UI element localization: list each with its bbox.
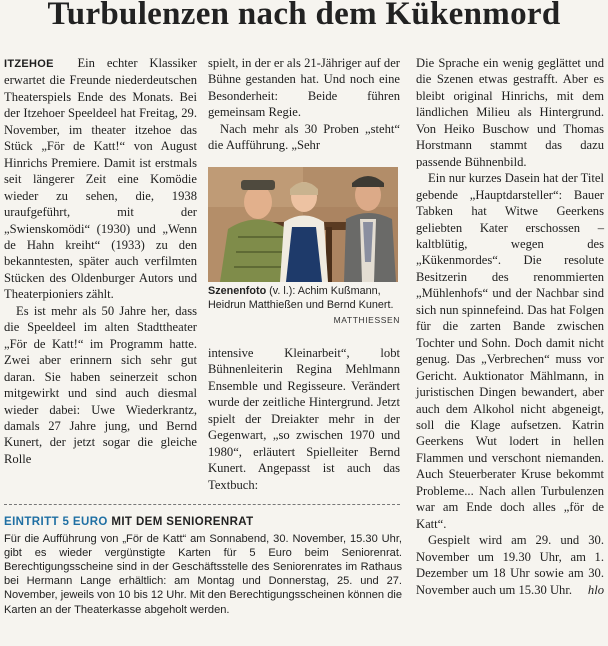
paragraph: Es ist mehr als 50 Jahre her, dass die Speeldeel im alten Stadttheater „För de Katt!“ im Programm hatte. Zwei aber erinnern sich sehr gut daran. Sie haben seinerzeit schon mitgewirkt und sind auch diesmal wieder dabei: Uwe Wiederkrantz, damals 27 Jahre jung, und Bernd Kunert, der jetzt sogar die gleiche Rolle xyxy=(4,303,197,466)
author-initials: hlo xyxy=(587,582,604,597)
info-heading-rest: MIT DEM SENIORENRAT xyxy=(107,516,254,528)
article-column-2-top xyxy=(208,55,400,154)
photo-caption xyxy=(208,285,400,328)
paragraph xyxy=(4,55,197,303)
scene-photo xyxy=(208,167,398,282)
scene-photo-illustration xyxy=(208,167,398,282)
info-box-divider xyxy=(4,504,400,505)
paragraph: intensive Kleinarbeit“, lobt Bühnenleiterin Regina Mehlmann Ensemble und Regisseure. Verändert wurde der zeitliche Hintergrund. Jetzt spielt der Dreiakter mehr in der Gegenwart, „so zwischen 1970 und 1980“, erläutert Spielleiter Bernd Kunert. Angepasst ist auch das Textbuch: xyxy=(208,346,400,492)
paragraph-text: Ein echter Klassiker erwartet die Freunde niederdeutschen Theaterspiels Ende des Monats. Bei der Itzehoer Speeldeel hat Freitag, 29. November, im theater itzehoe das Stück „För de Katt!“ von August Hinrichs Premiere. Damit ist erstmals seit längerer Zeit eine Komödie wieder zu sehen, die, 1938 uraufgeführt, mit der „Swienskomödi“ (1930) und „Wenn de Hahn kreiht“ (1933) zu den bekanntesten, später auch verfilmten Stücken des Oldenburger Autors und Theaterpioniers zählt. xyxy=(4,56,197,302)
photo-credit: MATTHIESSEN xyxy=(333,315,400,325)
caption-lead: Szenenfoto xyxy=(208,285,267,297)
article-column-2-bottom xyxy=(208,345,400,493)
paragraph xyxy=(416,532,604,598)
dateline: ITZEHOE xyxy=(4,58,54,70)
info-box-body: Für die Aufführung von „För de Katt“ am Sonnabend, 30. November, 15.30 Uhr, gibt es wieder vergünstigte Karten für 5 Euro beim Seniorenrat. Berechtigungsscheine sind in der Geschäftsstelle des Seniorenrates im Rathaus bei Hermann Lange erhältlich: am Montag und Donnerstag, 25. und 27. November, jeweils von 10 bis 12 Uhr. Mit den Berechtigungsscheinen können die Karten an der Theaterkasse abgeholt werden. xyxy=(4,533,402,616)
article-column-3 xyxy=(416,55,604,598)
headline: Turbulenzen nach dem Kükenmord xyxy=(47,0,561,32)
info-heading-accent: EINTRITT 5 EURO xyxy=(4,516,108,528)
paragraph: spielt, in der er als 21-Jähriger auf der Bühne gestanden hat. Und noch eine Besonderheit: Beide führen gemeinsam Regie. xyxy=(208,56,400,120)
info-box-heading xyxy=(4,515,402,529)
paragraph-text: Gespielt wird am 29. und 30. November um 19.30 Uhr, am 1. Dezember um 18 Uhr sowie am 30. November auch um 15.30 Uhr. xyxy=(416,533,604,597)
paragraph: Ein nur kurzes Dasein hat der Titel gebende „Hauptdarsteller“: Bauer Tabken hat Witwe Geerkens geliebten Kater erschossen – kaltblütig, wegen des „Kükenmordes“. Die resolute Besitzerin des renommierten „Mühlenhofs“ und der Nachbar sind sich nun spinnefeind. Das hat Folgen für die zarten Bande zwischen Tochter und Sohn. Doch damit nicht genug. Das „Verbrechen“ muss vor Gericht. Auktionator Mählmann, in juristischen Dingen bewandert, aber auch dem Alkohol nicht abgeneigt, soll die Klage aufsetzen. Katrin Geerkens Wut lodert in hellen Flammen und verschont niemanden. Auch Steuerberater Kruse bekommt Probleme... Nach allen Turbulenzen war am Ende doch alles „för de Katt“. xyxy=(416,171,604,531)
article-column-1 xyxy=(4,55,197,467)
paragraph: Nach mehr als 30 Proben „steht“ die Aufführung. „Sehr xyxy=(208,121,400,153)
paragraph: Die Sprache ein wenig geglättet und die Szenen etwas gestrafft. Aber es bleibt original Hinrichs, mit dem ländlichen Milieu als Hintergrund. Von Heiko Buschow und Thomas Horstmann stammt das dazu passende Bühnenbild. xyxy=(416,56,604,169)
caption-text: (v. l.): Achim Kußmann, Heidrun Matthießen und Bernd Kunert. xyxy=(208,285,394,311)
info-box xyxy=(4,515,402,617)
